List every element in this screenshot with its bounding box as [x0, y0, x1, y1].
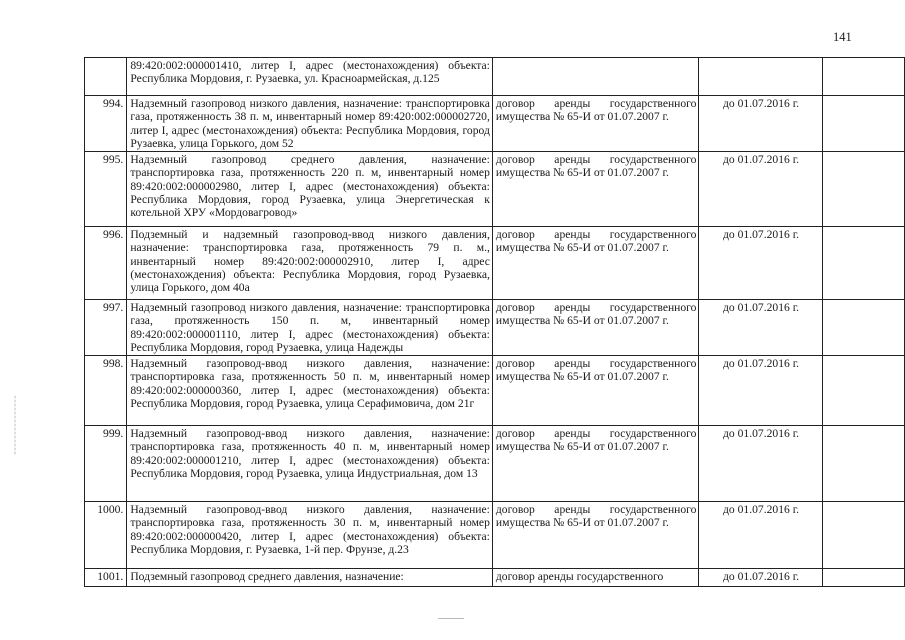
row-number: 994. — [103, 97, 124, 110]
object-description-cell — [127, 227, 493, 300]
table-row — [85, 426, 905, 502]
table-row — [85, 96, 905, 152]
lease-basis: договор аренды государственного имущества № 65-И от 01.07.2007 г. — [495, 427, 697, 454]
table-row — [85, 502, 905, 569]
lease-term-cell — [699, 58, 822, 96]
lease-basis-cell — [492, 356, 699, 426]
row-number-cell — [85, 426, 127, 502]
lease-basis: договор аренды государственного имущества № 65-И от 01.07.2007 г. — [495, 301, 697, 328]
object-description-cell — [127, 502, 493, 569]
lease-term: до 01.07.2016 г. — [723, 97, 800, 110]
lease-basis-cell — [492, 569, 699, 587]
lease-term-cell — [699, 152, 822, 227]
property-table — [84, 57, 905, 587]
empty-cell-cell — [822, 502, 904, 569]
lease-basis-cell — [492, 426, 699, 502]
object-description: Надземный газопровод-ввод низкого давления, назначение: транспортировка газа, протяженность 40 п. м, инвентарный номер 89:420:002:000001210, литер I, адрес (местонахождения) объекта: Республика Мордовия, город Рузаевка, улица Индустриальная, дом 13 — [130, 427, 490, 480]
lease-basis-cell — [492, 152, 699, 227]
object-description: Подземный газопровод среднего давления, назначение: — [130, 570, 404, 583]
object-description-cell — [127, 569, 493, 587]
empty-cell-cell — [822, 300, 904, 356]
object-description-cell — [127, 96, 493, 152]
row-number-cell — [85, 300, 127, 356]
object-description-cell — [127, 300, 493, 356]
empty-cell-cell — [822, 152, 904, 227]
row-number-cell — [85, 58, 127, 96]
row-number-cell — [85, 96, 127, 152]
object-description: Надземный газопровод низкого давления, назначение: транспортировка газа, протяженность 38 п. м, инвентарный номер 89:420:002:000002720, литер I, адрес (местонахождения) объекта: Республика Мордовия, город Рузаевка, улица Горького, дом 52 — [130, 97, 490, 150]
object-description: Надземный газопровод-ввод низкого давления, назначение: транспортировка газа, протяженность 50 п. м, инвентарный номер 89:420:002:000000360, литер I, адрес (местонахождения) объекта: Республика Мордовия, город Рузаевка, улица Серафимовича, дом 21г — [130, 357, 490, 410]
row-number-cell — [85, 227, 127, 300]
row-number: 997. — [103, 301, 124, 314]
object-description: Подземный и надземный газопровод-ввод низкого давления, назначение: транспортировка газа, протяженность 79 п. м., инвентарный номер 89:420:002:000002910, литер I, адрес (местонахождения) объекта: Республика Мордовия, город Рузаевка, улица Горького, дом 40а — [130, 228, 490, 295]
table-row — [85, 569, 905, 587]
lease-term-cell — [699, 227, 822, 300]
object-description-cell — [127, 58, 493, 96]
lease-term-cell — [699, 356, 822, 426]
object-description: Надземный газопровод среднего давления, назначение: транспортировка газа, протяженность 220 п. м, инвентарный номер 89:420:002:000002980, литер I, адрес (местонахождения) объекта: Республика Мордовия, город Рузаевка, улица Энергетическая к котельной ХРУ «Мордовагровод» — [130, 153, 490, 220]
page-number: 141 — [833, 30, 852, 44]
lease-basis-cell — [492, 300, 699, 356]
lease-term: до 01.07.2016 г. — [723, 357, 800, 370]
scan-artifact-dots — [14, 395, 16, 455]
lease-term: до 01.07.2016 г. — [723, 301, 800, 314]
lease-term-cell — [699, 426, 822, 502]
empty-cell-cell — [822, 58, 904, 96]
row-number-cell — [85, 356, 127, 426]
row-number-cell — [85, 569, 127, 587]
table-row — [85, 227, 905, 300]
lease-basis: договор аренды государственного — [495, 570, 664, 583]
lease-basis-cell — [492, 96, 699, 152]
row-number-cell — [85, 152, 127, 227]
property-table-body — [85, 58, 905, 587]
object-description: Надземный газопровод-ввод низкого давления, назначение: транспортировка газа, протяженность 30 п. м, инвентарный номер 89:420:002:000000420, литер I, адрес (местонахождения) объекта: Республика Мордовия, г. Рузаевка, 1-й пер. Фрунзе, д.23 — [130, 503, 490, 556]
row-number: 998. — [103, 357, 124, 370]
row-number-cell — [85, 502, 127, 569]
lease-term-cell — [699, 569, 822, 587]
table-row — [85, 58, 905, 96]
object-description: Надземный газопровод низкого давления, назначение: транспортировка газа, протяженность 150 п. м, инвентарный номер 89:420:002:000001110, литер I, адрес (местонахождения) объекта: Республика Мордовия, город Рузаевка, улица Надежды — [130, 301, 490, 354]
table-row — [85, 152, 905, 227]
lease-basis: договор аренды государственного имущества № 65-И от 01.07.2007 г. — [495, 357, 697, 384]
lease-term: до 01.07.2016 г. — [723, 427, 800, 440]
empty-cell-cell — [822, 96, 904, 152]
lease-term: до 01.07.2016 г. — [723, 153, 800, 166]
object-description-cell — [127, 152, 493, 227]
object-description-cell — [127, 356, 493, 426]
lease-basis-cell — [492, 227, 699, 300]
lease-term-cell — [699, 300, 822, 356]
lease-basis: договор аренды государственного имущества № 65-И от 01.07.2007 г. — [495, 97, 697, 124]
empty-cell-cell — [822, 569, 904, 587]
lease-term-cell — [699, 502, 822, 569]
object-description-cell — [127, 426, 493, 502]
lease-basis: договор аренды государственного имущества № 65-И от 01.07.2007 г. — [495, 503, 697, 530]
object-description: 89:420:002:000001410, литер I, адрес (местонахождения) объекта: Республика Мордовия, г. Рузаевка, ул. Красноармейская, д.125 — [130, 59, 490, 86]
empty-cell-cell — [822, 426, 904, 502]
lease-basis-cell — [492, 58, 699, 96]
lease-term: до 01.07.2016 г. — [723, 570, 800, 583]
lease-term-cell — [699, 96, 822, 152]
row-number: 995. — [103, 153, 124, 166]
empty-cell-cell — [822, 356, 904, 426]
lease-basis-cell — [492, 502, 699, 569]
lease-term: до 01.07.2016 г. — [723, 503, 800, 516]
row-number: 999. — [103, 427, 124, 440]
row-number: 1000. — [97, 503, 124, 516]
lease-basis: договор аренды государственного имущества № 65-И от 01.07.2007 г. — [495, 153, 697, 180]
empty-cell-cell — [822, 227, 904, 300]
lease-basis: договор аренды государственного имущества № 65-И от 01.07.2007 г. — [495, 228, 697, 255]
table-row — [85, 356, 905, 426]
row-number: 1001. — [97, 570, 124, 583]
lease-term: до 01.07.2016 г. — [723, 228, 800, 241]
scan-artifact-line — [438, 618, 464, 619]
row-number: 996. — [103, 228, 124, 241]
table-row — [85, 300, 905, 356]
